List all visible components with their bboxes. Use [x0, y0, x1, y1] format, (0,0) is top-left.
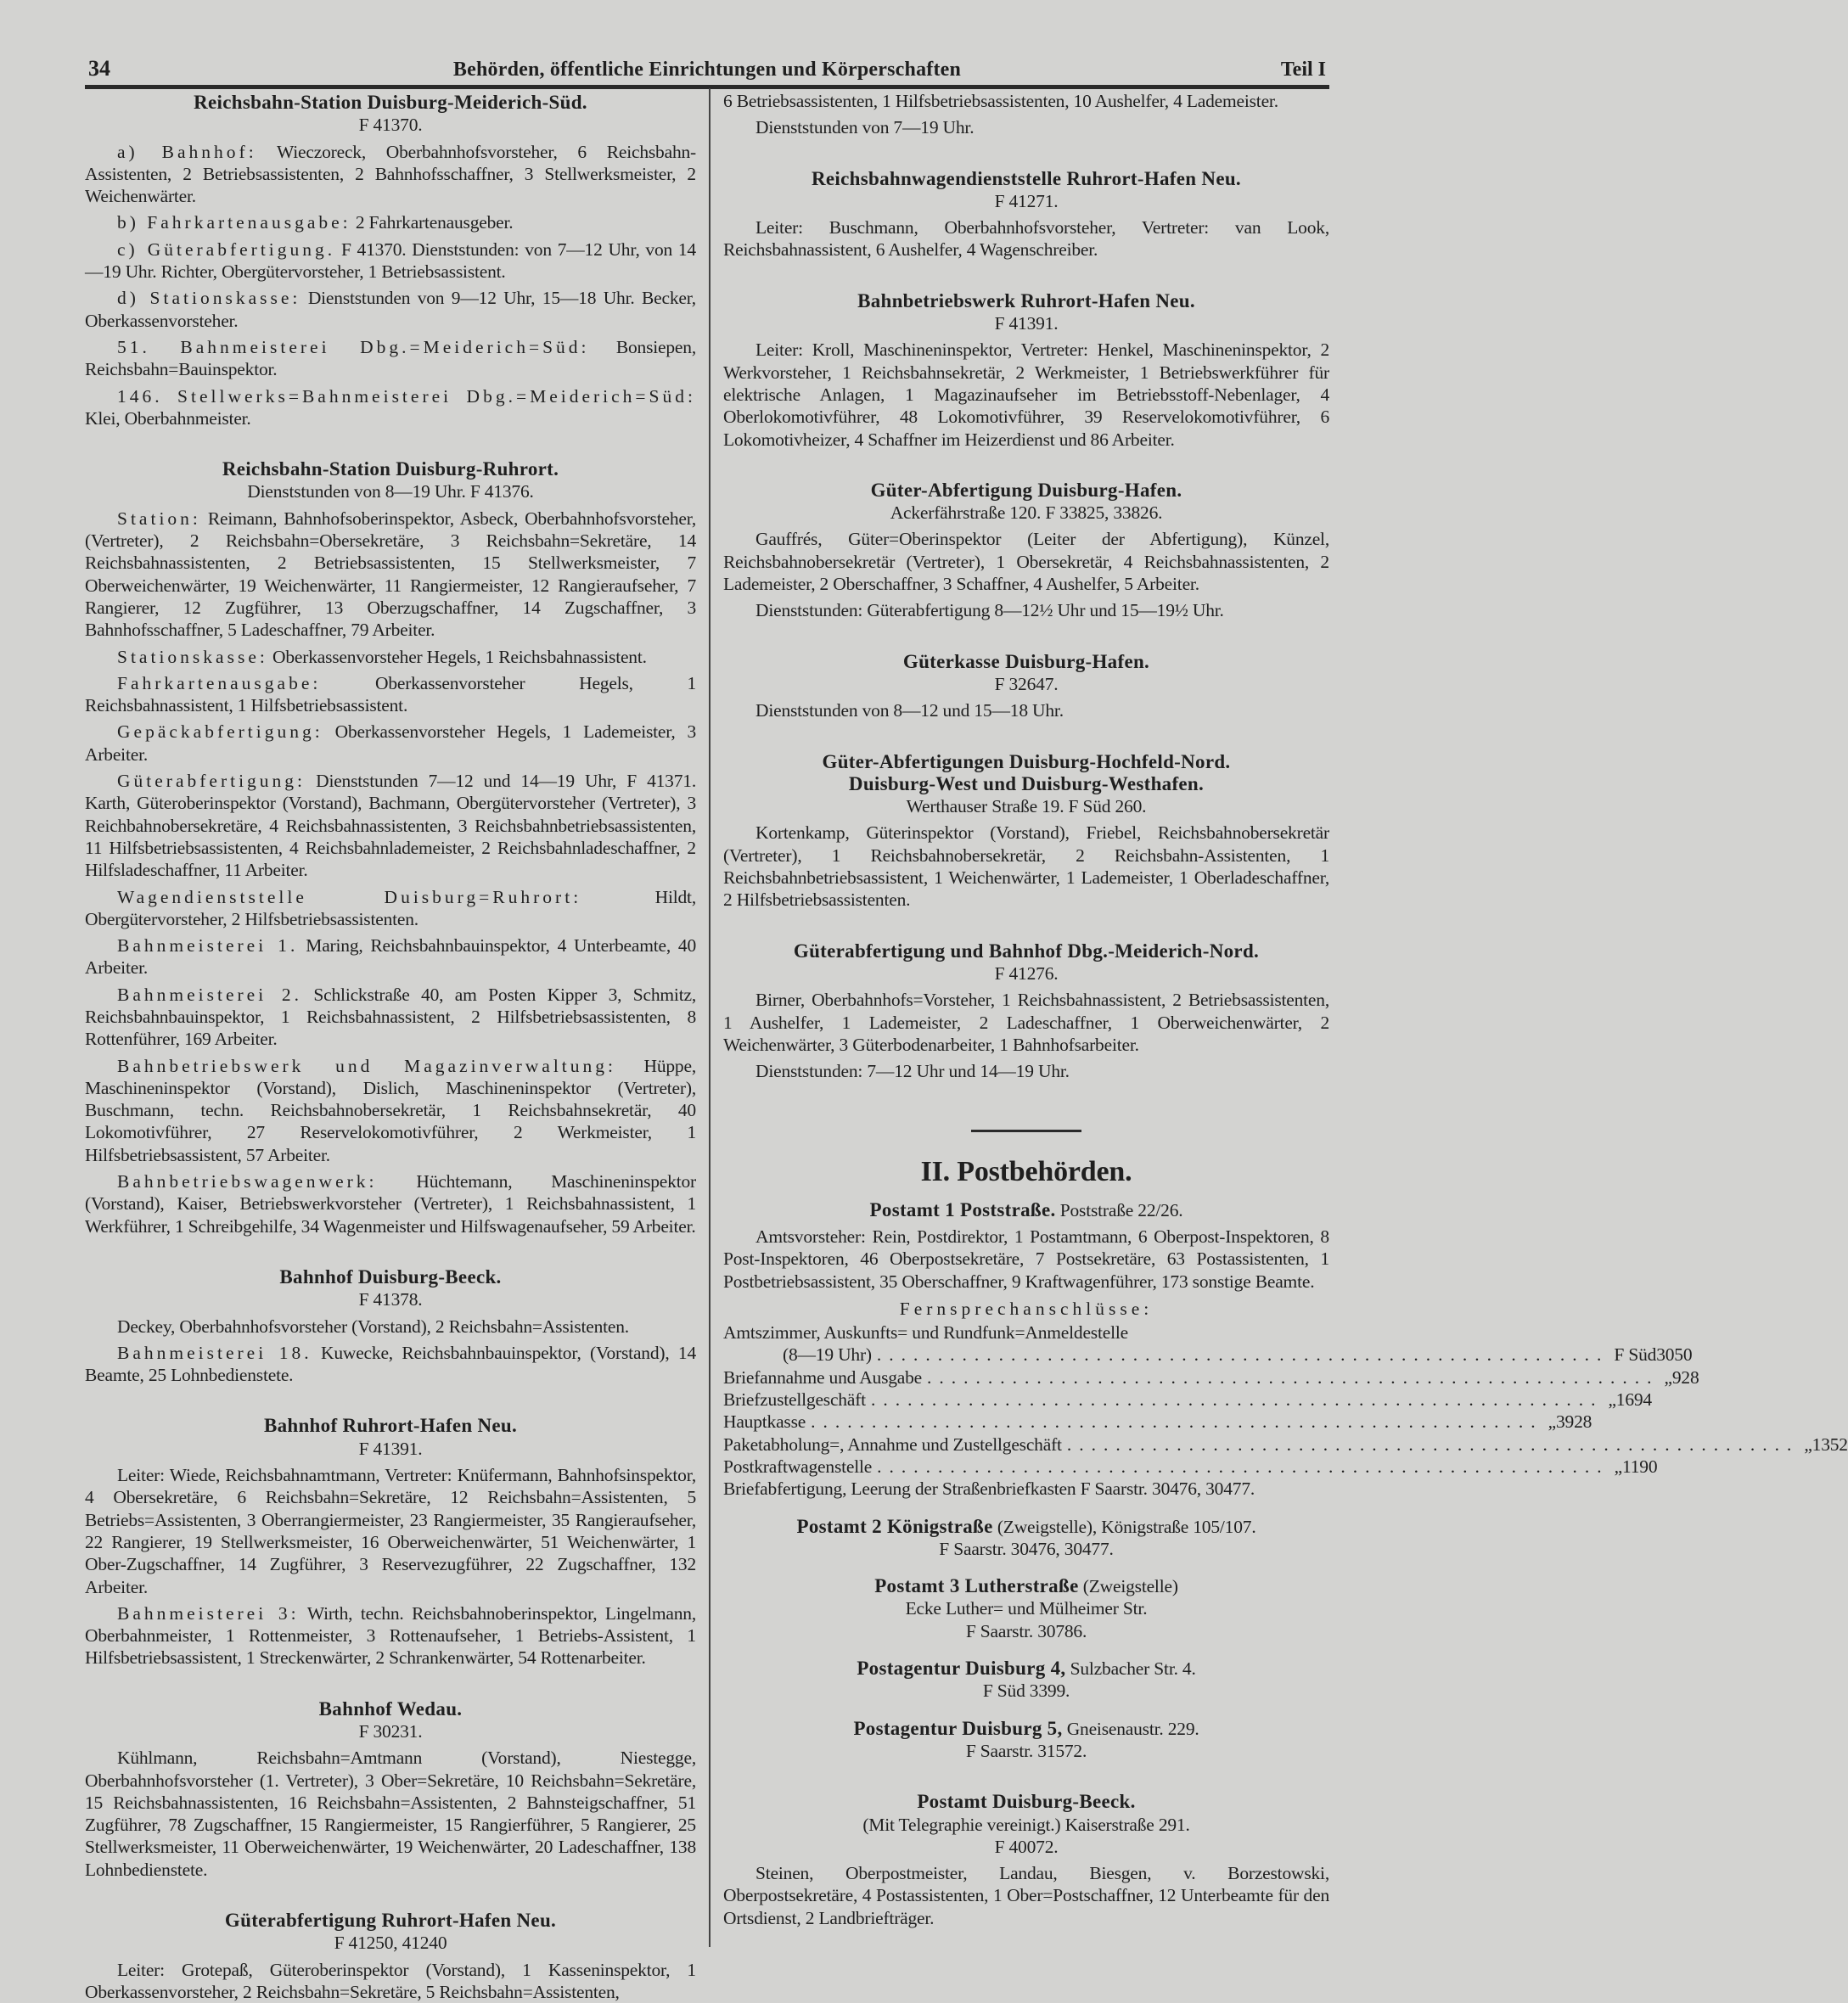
centered-line: F 41250, 41240 — [334, 1933, 447, 1954]
entry-paragraph — [723, 216, 1329, 261]
entry-paragraph — [85, 508, 696, 642]
entry-label: c) Güterabfertigung. — [117, 238, 336, 260]
dot-leader: ............................................................ — [870, 1389, 1604, 1411]
entry-paragraph — [85, 1464, 696, 1598]
centered-line: F 41370. — [358, 115, 423, 136]
chapter-heading: II. Postbehörden. — [920, 1156, 1132, 1188]
entry-paragraph — [85, 1342, 696, 1387]
page-header — [85, 53, 1329, 89]
entry-paragraph — [85, 336, 696, 381]
entry-paragraph — [723, 1060, 1329, 1082]
right-column — [723, 90, 1848, 1929]
part-label: Teil I — [1280, 59, 1326, 81]
centered-line: Werthauser Straße 19. F Süd 260. — [906, 796, 1147, 817]
section-heading-cont: Duisburg-West und Duisburg-Westhafen. — [848, 772, 1205, 794]
entry-paragraph — [723, 1226, 1329, 1293]
entry-text: Wieczoreck, Oberbahnhofsvorsteher, 6 Reichsbahn-Assistenten, 2 Betriebsassistenten, 2 Bahnhofsschaffner, 3 Stellwerksmeister, 2 Weichenwärter. — [85, 141, 697, 207]
centered-line: Ecke Luther= und Mülheimer Str. — [905, 1598, 1148, 1619]
section-heading: Güter-Abfertigungen Duisburg-Hochfeld-Nord. — [822, 750, 1231, 772]
section-heading: Bahnhof Ruhrort-Hafen Neu. — [263, 1415, 518, 1437]
entry-paragraph — [85, 1170, 696, 1237]
phone-label: (8—19 Uhr) — [783, 1344, 872, 1366]
entry-text: Gauffrés, Güter=Oberinspektor (Leiter der Abfertigung), Künzel, Reichsbahnobersekretär (Vertreter), 1 Obersekretär, 4 Reichsbahnassistenten, 2 Lademeister, 2 Oberschaffner, 3 Schaffner, 4 Aushelfer, 5 Arbeiter. — [723, 529, 1329, 595]
entry-text: Hildt, Obergütervorsteher, 2 Hilfsbetriebsassistenten. — [85, 886, 696, 929]
office-name: Postamt 3 Lutherstraße — [874, 1575, 1079, 1597]
phone-label: Briefzustellgeschäft — [723, 1389, 866, 1411]
running-title: Behörden, öffentliche Einrichtungen und Körperschaften — [452, 59, 962, 81]
phone-label: Postkraftwagenstelle — [723, 1456, 873, 1477]
office-name: Postamt 1 Poststraße. — [869, 1198, 1056, 1220]
phone-number: 1694 — [1615, 1389, 1652, 1411]
entry-paragraph — [85, 646, 696, 668]
entry-paragraph — [723, 90, 1329, 112]
phone-label: Hauptkasse — [723, 1411, 806, 1433]
centered-line: F 41378. — [358, 1289, 423, 1310]
dot-leader: ............................................................ — [877, 1456, 1609, 1477]
left-column — [85, 90, 696, 2003]
office-heading — [723, 1575, 1329, 1597]
centered-line: F Saarstr. 30476, 30477. — [939, 1538, 1114, 1559]
section-heading: Güterabfertigung und Bahnhof Dbg.-Meiderich-Nord. — [793, 940, 1260, 962]
phone-label: Briefannahme und Ausgabe — [723, 1366, 923, 1388]
phone-label: Paketabholung=, Annahme und Zustellgeschäft — [723, 1434, 1062, 1455]
entry-text: Steinen, Oberpostmeister, Landau, Biesgen, v. Borzestowski, Oberpostsekretäre, 4 Postassistenten, 1 Ober=Postschaffner, 12 Unterbeamte für den Ortsdienst, 2 Landbriefträger. — [723, 1863, 1329, 1928]
entry-text: Leiter: Wiede, Reichsbahnamtmann, Vertreter: Knüfermann, Bahnhofsinspektor, 4 Obersekretäre, 6 Reichsbahn=Sekretäre, 12 Reichsbahn=Assistenten, 5 Betriebs=Assistenten, 3 Oberrangiermeister, 23 Rangiermeister, 35 Rangieraufseher, 22 Rangierer, 19 Stellwerksmeister, 16 Oberweichenwärter, 51 Weichenwärter, 1 Ober-Zugschaffner, 14 Zugführer, 3 Reservezugführer, 22 Zugschaffner, 132 Arbeiter. — [85, 1465, 696, 1597]
section-heading: Reichsbahn-Station Duisburg-Ruhrort. — [222, 458, 559, 480]
entry-text: Dienststunden von 8—12 und 15—18 Uhr. — [755, 700, 1064, 721]
entry-text: Reimann, Bahnhofsoberinspektor, Asbeck, Oberbahnhofsvorsteher, (Vertreter), 2 Reichsbahn=Obersekretäre, 3 Reichsbahn=Sekretäre, 14 Reichsbahnassistenten, 2 Betriebsassistenten, 15 Stellwerksmeister, 7 Oberweichenwärter, 19 Weichenwärter, 11 Rangiermeister, 12 Rangieraufseher, 7 Rangierer, 12 Zugführer, 13 Oberzugschaffner, 14 Zugschaffner, 3 Bahnhofsschaffner, 5 Ladeschaffner, 79 Arbeiter. — [85, 508, 696, 641]
entry-text: Kuwecke, Reichsbahnbauinspektor, (Vorstand), 14 Beamte, 25 Lohnbedienstete. — [85, 1342, 696, 1386]
office-name: Postamt 2 Königstraße — [796, 1515, 993, 1537]
entry-text: Kühlmann, Reichsbahn=Amtmann (Vorstand), Niestegge, Oberbahnhofsvorsteher (1. Vertreter), 3 Ober=Sekretäre, 10 Reichsbahn=Sekretäre, 15 Reichsbahnassistenten, 16 Reichsbahn=Assistenten, 2 Bahnsteigschaffner, 51 Zugführer, 78 Zugschaffner, 15 Rangiermeister, 15 Rangierführer, 5 Rangierer, 25 Stellwerksmeister, 11 Oberweichenwärter, 19 Weichenwärter, 20 Ladeschaffner, 138 Lohnbedienstete. — [85, 1748, 696, 1880]
entry-paragraph — [85, 886, 696, 931]
phone-row — [723, 1366, 1699, 1389]
entry-text: Oberkassenvorsteher Hegels, 1 Reichsbahnassistent, 1 Hilfsbetriebsassistent. — [85, 672, 696, 716]
phone-row — [723, 1411, 1592, 1433]
entry-paragraph — [723, 599, 1329, 621]
entry-label: Bahnmeisterei 1. — [117, 935, 299, 957]
office-address: Sulzbacher Str. 4. — [1065, 1658, 1196, 1680]
entry-text: Dienststunden von 7—19 Uhr. — [755, 117, 975, 138]
entry-label: Gepäckabfertigung: — [117, 721, 323, 743]
phone-number: 3928 — [1555, 1411, 1592, 1433]
phone-row — [723, 1434, 1848, 1456]
column-divider — [709, 88, 711, 1947]
centered-line: F Süd 3399. — [982, 1680, 1070, 1702]
section-heading: Reichsbahnwagendienststelle Ruhrort-Hafen Neu. — [812, 167, 1241, 189]
entry-paragraph — [85, 1055, 696, 1166]
office-heading — [723, 1516, 1329, 1538]
entry-text: Bonsiepen, Reichsbahn=Bauinspektor. — [85, 336, 696, 380]
entry-text: Klei, Oberbahnmeister. — [85, 407, 251, 429]
entry-label: Bahnmeisterei 2. — [117, 984, 302, 1005]
phone-exchange: „ — [1614, 1456, 1622, 1477]
centered-line: F Saarstr. 31572. — [965, 1740, 1087, 1761]
office-name: Postagentur Duisburg 5, — [853, 1717, 1063, 1739]
entry-label: 146. Stellwerks=Bahnmeisterei Dbg.=Meiderich=Süd: — [117, 385, 696, 407]
entry-text: Leiter: Kroll, Maschineninspektor, Vertreter: Henkel, Maschineninspektor, 2 Werkvorsteher, 1 Reichsbahnsekretär, 2 Werkmeister, 1 Betriebswerkführer für elektrische Anlagen, 1 Magazinaufseher im Betriebsstoff-Nebenlager, 4 Oberlokomotivführer, 48 Lokomotivführer, 39 Reservelokomotivführer, 6 Lokomotivheizer, 4 Schaffner im Heizerdienst und 86 Arbeiter. — [723, 339, 1329, 450]
office-heading — [723, 1199, 1329, 1221]
entry-text: F 41370. Dienststunden: von 7—12 Uhr, von 14—19 Uhr. Richter, Obergütervorsteher, 1 Betriebsassistent. — [85, 238, 696, 283]
dot-leader: ............................................................ — [811, 1411, 1543, 1433]
entry-label: Bahnbetriebswagenwerk: — [117, 1171, 378, 1192]
phone-exchange: „ — [1664, 1366, 1672, 1388]
centered-line: F 30231. — [358, 1721, 423, 1742]
entry-paragraph — [85, 238, 696, 283]
entry-label: a) Bahnhof: — [117, 141, 257, 162]
entry-paragraph — [85, 141, 696, 208]
phone-row-label: Amtszimmer, Auskunfts= und Rundfunk=Anmeldestelle — [723, 1322, 1128, 1344]
entry-label: Bahnmeisterei 3: — [117, 1602, 300, 1624]
office-heading — [723, 1658, 1329, 1680]
entry-label: Wagendienststelle Duisburg=Ruhrort: — [117, 886, 582, 907]
centered-line: Dienststunden von 8—19 Uhr. F 41376. — [247, 481, 534, 502]
entry-text: Oberkassenvorsteher Hegels, 1 Reichsbahnassistent. — [267, 646, 647, 667]
office-address: (Zweigstelle), Königstraße 105/107. — [992, 1516, 1256, 1537]
phone-exchange: „ — [1804, 1434, 1812, 1455]
entry-label: Bahnbetriebswerk und Magazinverwaltung: — [117, 1055, 616, 1076]
entry-paragraph — [723, 1862, 1329, 1929]
section-heading: Bahnhof Wedau. — [318, 1697, 463, 1720]
dot-leader: ............................................................ — [1066, 1434, 1800, 1455]
entry-label: Güterabfertigung: — [117, 771, 306, 792]
entry-text: Hüchtemann, Maschineninspektor (Vorstand), Kaiser, Betriebswerkvorsteher (Vertreter), 1 Reichsbahnassistent, 1 Werkführer, 1 Schreibgehilfe, 34 Wagenmeister und Hilfswagenaufseher, 59 Arbeiter. — [85, 1171, 696, 1237]
entry-label: 51. Bahnmeisterei Dbg.=Meiderich=Süd: — [117, 336, 590, 357]
entry-paragraph — [85, 934, 696, 979]
entry-text: Dienststunden: Güterabfertigung 8—12½ Uhr und 15—19½ Uhr. — [755, 600, 1224, 621]
centered-line: F 32647. — [994, 673, 1059, 694]
entry-text: Dienststunden: 7—12 Uhr und 14—19 Uhr. — [755, 1061, 1070, 1082]
entry-text: Maring, Reichsbahnbauinspektor, 4 Unterbeamte, 40 Arbeiter. — [85, 935, 696, 979]
phone-row — [723, 1456, 1658, 1478]
section-heading: Bahnbetriebswerk Ruhrort-Hafen Neu. — [857, 289, 1195, 311]
entry-label: Station: — [117, 508, 201, 529]
entry-paragraph — [723, 528, 1329, 595]
entry-label: Bahnmeisterei 18. — [117, 1342, 312, 1363]
entry-label: Fahrkartenausgabe: — [117, 672, 322, 693]
spaced-subheading: Fernsprechanschlüsse: — [899, 1298, 1154, 1319]
entry-paragraph — [85, 1959, 696, 2003]
entry-paragraph — [85, 1747, 696, 1881]
entry-paragraph — [85, 770, 696, 881]
entry-text: Leiter: Grotepaß, Güteroberinspektor (Vorstand), 1 Kasseninspektor, 1 Oberkassenvorsteher, 2 Reichsbahn=Sekretäre, 5 Reichsbahn=Assistenten, — [85, 1959, 696, 2002]
phone-directory — [723, 1321, 1848, 1500]
phone-exchange: F Süd — [1614, 1344, 1657, 1366]
centered-line: F Saarstr. 30786. — [965, 1620, 1087, 1641]
centered-line: F 41391. — [994, 313, 1059, 334]
entry-label: b) Fahrkartenausgabe: — [117, 212, 351, 233]
phone-row — [723, 1389, 1652, 1411]
phone-exchange: „ — [1608, 1389, 1616, 1411]
centered-line: F 41276. — [994, 962, 1059, 984]
centered-line: F 41391. — [358, 1438, 423, 1459]
section-heading: Bahnhof Duisburg-Beeck. — [279, 1265, 502, 1288]
section-heading: Güterkasse Duisburg-Hafen. — [902, 650, 1150, 672]
section-heading: Güter-Abfertigung Duisburg-Hafen. — [870, 479, 1182, 501]
entry-paragraph — [723, 699, 1329, 721]
phone-exchange: „ — [1547, 1411, 1556, 1433]
centered-line: Ackerfährstraße 120. F 33825, 33826. — [890, 502, 1163, 524]
page-number: 34 — [88, 56, 110, 81]
entry-text: Hüppe, Maschineninspektor (Vorstand), Dislich, Maschineninspektor (Vertreter), Buschmann, techn. Reichsbahnobersekretär, 1 Reichsbahnsekretär, 40 Lokomotivführer, 27 Reservelokomotivführer, 2 Werkmeister, 1 Hilfsbetriebsassistent, 57 Arbeiter. — [85, 1055, 696, 1165]
centered-line: (Mit Telegraphie vereinigt.) Kaiserstraße 291. — [862, 1814, 1190, 1835]
section-heading: Postamt Duisburg-Beeck. — [917, 1791, 1136, 1813]
phone-number: 928 — [1671, 1366, 1699, 1388]
entry-text: Schlickstraße 40, am Posten Kipper 3, Schmitz, Reichsbahnbauinspektor, 1 Reichsbahnassistent, 2 Hilfsbetriebsassistenten, 8 Rottenführer, 169 Arbeiter. — [85, 984, 696, 1050]
section-heading: Reichsbahn-Station Duisburg-Meiderich-Süd. — [194, 92, 587, 113]
phone-number: 1190 — [1621, 1456, 1658, 1477]
entry-text: Wirth, techn. Reichsbahnoberinspektor, Lingelmann, Oberbahnmeister, 1 Rottenmeister, 3 Rottenaufseher, 1 Betriebs-Assistent, 1 Hilfsbetriebsassistent, 1 Streckenwärter, 2 Schrankenwärter, 54 Rottenarbeiter. — [85, 1602, 696, 1669]
entry-text: Oberkassenvorsteher Hegels, 1 Lademeister, 3 Arbeiter. — [85, 721, 696, 765]
entry-label: Stationskasse: — [117, 646, 268, 667]
entry-paragraph — [85, 385, 696, 430]
section-heading: Güterabfertigung Ruhrort-Hafen Neu. — [224, 1910, 557, 1932]
office-address: (Zweigstelle) — [1078, 1576, 1178, 1597]
entry-text: 6 Betriebsassistenten, 1 Hilfsbetriebsassistenten, 10 Aushelfer, 4 Lademeister. — [723, 91, 1278, 111]
entry-paragraph — [85, 287, 696, 332]
entry-paragraph — [85, 1602, 696, 1669]
separator-rule — [971, 1130, 1081, 1132]
office-name: Postagentur Duisburg 4, — [857, 1658, 1066, 1680]
entry-paragraph — [85, 721, 696, 766]
entry-paragraph — [723, 989, 1329, 1056]
phone-number: 1352 — [1811, 1434, 1848, 1455]
dot-leader: ............................................................ — [927, 1366, 1660, 1388]
entry-paragraph — [85, 211, 696, 233]
phone-row — [723, 1344, 1693, 1366]
entry-paragraph — [723, 339, 1329, 450]
entry-text: Dienststunden von 9—12 Uhr, 15—18 Uhr. Becker, Oberkassenvorsteher. — [85, 288, 696, 331]
entry-paragraph — [85, 672, 696, 717]
entry-text: Dienststunden 7—12 und 14—19 Uhr, F 41371. Karth, Güteroberinspektor (Vorstand), Bachmann, Obergütervorsteher (Vertreter), 3 Reichbahnobersekretäre, 4 Reichsbahnassistenten, 3 Reichsbahnbetriebsassistenten, 11 Hilfsbetriebsassistenten, 4 Reichsbahnlademeister, 2 Reichsbahnladeschaffner, 2 Hilfsladeschaffner, 11 Arbeiter. — [85, 771, 696, 881]
centered-line: F 41271. — [994, 190, 1059, 211]
entry-text: Kortenkamp, Güterinspektor (Vorstand), Friebel, Reichsbahnobersekretär (Vertreter), 1 Reichsbahnobersekretär, 2 Reichsbahn-Assistenten, 1 Reichsbahnbetriebsassistent, 1 Weichenwärter, 1 Lademeister, 1 Oberladeschaffner, 2 Hilfsbetriebsassistenten. — [723, 822, 1329, 911]
entry-label: d) Stationskasse: — [117, 288, 301, 309]
phone-number: 3050 — [1656, 1344, 1693, 1366]
entry-text: Leiter: Buschmann, Oberbahnhofsvorsteher, Vertreter: van Look, Reichsbahnassistent, 6 Aushelfer, 4 Wagenschreiber. — [723, 217, 1329, 261]
entry-text: 2 Fahrkartenausgeber. — [351, 212, 514, 233]
entry-paragraph — [723, 822, 1329, 911]
dot-leader: ............................................................ — [876, 1344, 1609, 1366]
entry-text: Birner, Oberbahnhofs=Vorsteher, 1 Reichsbahnassistent, 2 Betriebsassistenten, 1 Aushelfer, 1 Lademeister, 2 Ladeschaffner, 1 Oberweichenwärter, 2 Weichenwärter, 3 Güterbodenarbeiter, 1 Bahnhofsarbeiter. — [723, 990, 1329, 1055]
entry-text: Deckey, Oberbahnhofsvorsteher (Vorstand), 2 Reichsbahn=Assistenten. — [117, 1316, 629, 1337]
centered-line: F 40072. — [994, 1836, 1059, 1857]
phone-row: Briefabfertigung, Leerung der Straßenbriefkasten F Saarstr. 30476, 30477. — [723, 1478, 1255, 1500]
entry-paragraph — [723, 116, 1329, 138]
office-address: Gneisenaustr. 229. — [1062, 1718, 1199, 1739]
entry-paragraph — [85, 984, 696, 1051]
office-address: Poststraße 22/26. — [1055, 1199, 1183, 1220]
entry-text: Amtsvorsteher: Rein, Postdirektor, 1 Postamtmann, 6 Oberpost-Inspektoren, 8 Post-Inspektoren, 46 Oberpostsekretäre, 7 Postsekretäre, 63 Postassistenten, 1 Postbetriebsassistent, 35 Oberschaffner, 9 Kraftwagenführer, 173 sonstige Beamte. — [723, 1226, 1329, 1292]
office-heading — [723, 1718, 1329, 1740]
entry-paragraph — [85, 1316, 696, 1338]
